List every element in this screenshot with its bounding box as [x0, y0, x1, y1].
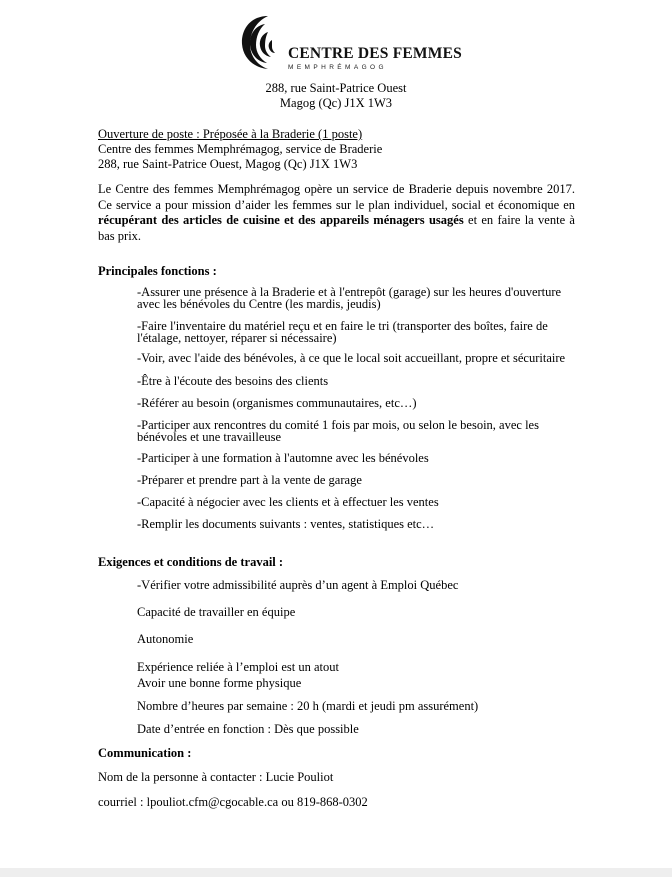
function-item: -Référer au besoin (organismes communautaires, etc…) — [137, 396, 417, 410]
function-item: -Remplir les documents suivants : ventes, statistiques etc… — [137, 517, 435, 531]
contact-person: Nom de la personne à contacter : Lucie Pouliot — [98, 770, 334, 784]
function-item: -Participer aux rencontres du comité 1 fois par mois, ou selon le besoin, avec les bénévoles et une travailleuse — [137, 418, 539, 444]
function-item: -Être à l'écoute des besoins des clients — [137, 374, 329, 388]
function-item: -Voir, avec l'aide des bénévoles, à ce que le local soit accueillant, propre et sécuritaire — [137, 351, 566, 365]
logo-subtitle: MEMPHRÉMAGOG — [288, 64, 387, 71]
requirement-item: Date d’entrée en fonction : Dès que possible — [137, 722, 359, 736]
logo-title: CENTRE DES FEMMES — [288, 45, 462, 62]
posting-organization: Centre des femmes Memphrémagog, service de Braderie — [98, 142, 383, 156]
posting-address: 288, rue Saint-Patrice Ouest, Magog (Qc) J1X 1W3 — [98, 157, 358, 171]
organization-logo — [238, 12, 462, 74]
requirement-item: Autonomie — [137, 632, 194, 646]
intro-text-part2: et en faire la vente à bas prix. — [98, 213, 575, 243]
header-address-line2: Magog (Qc) J1X 1W3 — [279, 96, 393, 110]
function-item: -Faire l'inventaire du matériel reçu et en faire le tri (transporter des boîtes, faire de l'étalage, nettoyer, réparer si nécessaire) — [137, 319, 548, 345]
logo-swirl-icon — [238, 12, 286, 74]
header-address-line1: 288, rue Saint-Patrice Ouest — [265, 81, 407, 95]
requirement-item: Avoir une bonne forme physique — [137, 676, 302, 690]
function-item: -Capacité à négocier avec les clients et à effectuer les ventes — [137, 495, 439, 509]
intro-paragraph — [98, 182, 575, 244]
intro-text-part1: Le Centre des femmes Memphrémagog opère un service de Braderie depuis novembre 2017. Ce service a pour mission d’aider les femmes sur le plan individuel, social et économique en — [98, 182, 575, 212]
requirement-item: Nombre d’heures par semaine : 20 h (mardi et jeudi pm assurément) — [137, 699, 479, 713]
contact-email-phone: courriel : lpouliot.cfm@cgocable.ca ou 819-868-0302 — [98, 795, 368, 809]
requirement-item: Expérience reliée à l’emploi est un atout — [137, 660, 339, 674]
requirements-heading: Exigences et conditions de travail : — [98, 555, 284, 569]
requirement-item: Capacité de travailler en équipe — [137, 605, 296, 619]
page-bottom-edge — [0, 868, 672, 877]
communication-heading: Communication : — [98, 746, 192, 760]
function-item: -Assurer une présence à la Braderie et à l'entrepôt (garage) sur les heures d'ouverture avec les bénévoles du Centre (les mardis, jeudis) — [137, 285, 562, 311]
requirement-item: -Vérifier votre admissibilité auprès d’un agent à Emploi Québec — [137, 578, 459, 592]
intro-text-bold: récupérant des articles de cuisine et des appareils ménagers usagés — [98, 213, 464, 227]
posting-heading: Ouverture de poste : Préposée à la Braderie (1 poste) — [98, 127, 363, 141]
function-item: -Participer à une formation à l'automne avec les bénévoles — [137, 451, 429, 465]
functions-heading: Principales fonctions : — [98, 264, 217, 278]
function-item: -Préparer et prendre part à la vente de garage — [137, 473, 362, 487]
